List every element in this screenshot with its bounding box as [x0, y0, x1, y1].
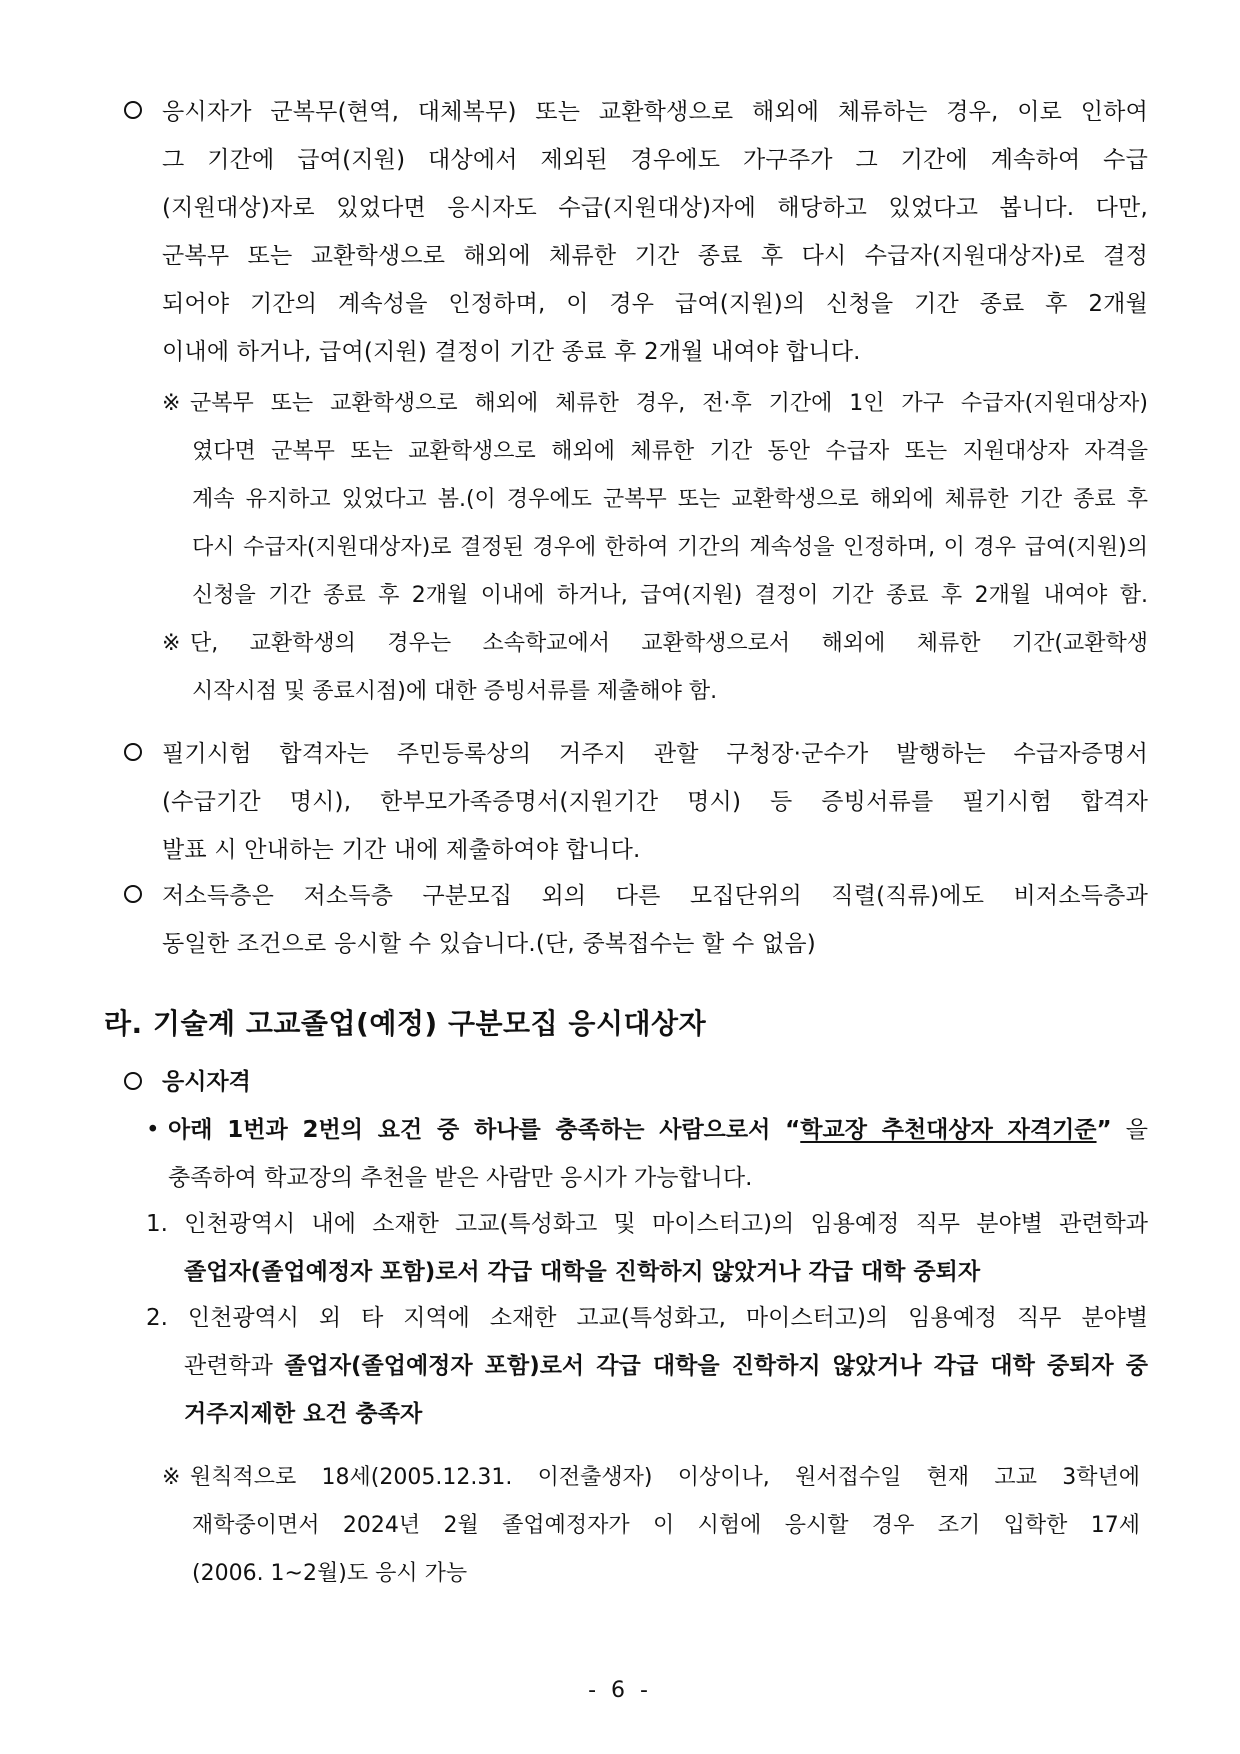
note-military-service [162, 380, 1148, 620]
text-line: 필기시험 합격자는 주민등록상의 거주지 관할 구청장·군수가 발행하는 수급자증명서 [162, 741, 1148, 767]
note-exchange-student [162, 620, 1148, 716]
requirement-line [146, 1342, 1148, 1390]
requirement-line-bold: 졸업자(졸업예정자 포함)로서 각급 대학을 진학하지 않았거나 각급 대학 중퇴자 [184, 1259, 981, 1285]
paragraph-low-income-eligibility [126, 872, 1148, 968]
note-line: 다시 수급자(지원대상자)로 결정된 경우에 한하여 기간의 계속성을 인정하며, 이 경우 급여(지원)의 [192, 535, 1148, 560]
text-line: 이내에 하거나, 급여(지원) 결정이 기간 종료 후 2개월 내여야 합니다. [162, 339, 861, 365]
text-line: 되어야 기간의 계속성을 인정하며, 이 경우 급여(지원)의 신청을 기간 종료 후 2개월 [162, 291, 1148, 317]
text-line: 발표 시 안내하는 기간 내에 제출하여야 합니다. [162, 837, 641, 863]
requirement-line: 1. 인천광역시 내에 소재한 고교(특성화고 및 마이스터고)의 임용예정 직무 분야별 관련학과 [146, 1211, 1148, 1237]
requirement-line-bold: 거주지제한 요건 충족자 [184, 1401, 423, 1427]
text-line: (수급기간 명시), 한부모가족증명서(지원기간 명시) 등 증빙서류를 필기시험 합격자 [162, 789, 1148, 815]
text-line: 동일한 조건으로 응시할 수 있습니다.(단, 중복접수는 할 수 없음) [162, 931, 816, 957]
closing-quote: ” [1096, 1117, 1112, 1143]
text-line: 그 기간에 급여(지원) 대상에서 제외된 경우에도 가구주가 그 기간에 계속하여 수급 [162, 147, 1148, 173]
recommendation-criteria-text: 학교장 추천대상자 자격기준 [800, 1117, 1097, 1143]
numbered-requirement-1 [146, 1200, 1148, 1296]
paragraph-certificate-submission [126, 730, 1148, 874]
note-line: 재학중이면서 2024년 2월 졸업예정자가 이 시험에 응시할 경우 조기 입학한 17세 [192, 1513, 1140, 1538]
section-heading: 라. 기술계 고교졸업(예정) 구분모집 응시대상자 [104, 1007, 707, 1040]
requirement-tail: 을 [1111, 1117, 1148, 1143]
eligibility-requirement [146, 1106, 1148, 1202]
text-line: (지원대상)자로 있었다면 응시자도 수급(지원대상)자에 해당하고 있었다고 봅니다. 다만, [162, 195, 1148, 221]
circle-bullet-icon [124, 743, 142, 761]
note-line: 원칙적으로 18세(2005.12.31. 이전출생자) 이상이나, 원서접수일 현재 고교 3학년에 [190, 1465, 1140, 1490]
requirement-bold-text: 아래 1번과 2번의 요건 중 하나를 충족하는 사람으로서 “ [168, 1117, 801, 1143]
dot-bullet-icon: • [146, 1117, 160, 1143]
paragraph-military-service [126, 88, 1148, 376]
requirement-line: 2. 인천광역시 외 타 지역에 소재한 고교(특성화고, 마이스터고)의 임용예정 직무 분야별 [146, 1305, 1148, 1331]
note-line: 계속 유지하고 있었다고 봄.(이 경우에도 군복무 또는 교환학생으로 해외에 체류한 기간 종료 후 [192, 487, 1148, 512]
note-line: 시작시점 및 종료시점)에 대한 증빙서류를 제출해야 함. [192, 679, 718, 704]
note-line: (2006. 1~2월)도 응시 가능 [192, 1561, 468, 1586]
circle-bullet-icon [124, 885, 142, 903]
circle-bullet-icon [124, 1072, 142, 1090]
note-line: 였다면 군복무 또는 교환학생으로 해외에 체류한 기간 동안 수급자 또는 지원대상자 자격을 [192, 439, 1148, 464]
reference-mark: ※ [162, 391, 181, 416]
note-age-requirement [162, 1454, 1148, 1598]
subheading-label: 응시자격 [162, 1069, 251, 1095]
note-line: 군복무 또는 교환학생으로 해외에 체류한 경우, 전·후 기간에 1인 가구 수급자(지원대상자) [190, 391, 1148, 416]
note-line: 단, 교환학생의 경우는 소속학교에서 교환학생으로서 해외에 체류한 기간(교환학생 [190, 631, 1148, 656]
requirement-bold-text: 졸업자(졸업예정자 포함)로서 각급 대학을 진학하지 않았거나 각급 대학 중퇴자 중 [284, 1353, 1148, 1379]
requirement-line: 충족하여 학교장의 추천을 받은 사람만 응시가 가능합니다. [168, 1165, 753, 1191]
requirement-line [146, 1106, 1148, 1154]
text-line: 응시자가 군복무(현역, 대체복무) 또는 교환학생으로 해외에 체류하는 경우, 이로 인하여 [162, 99, 1148, 125]
page-number: - 6 - [588, 1678, 652, 1703]
text-line: 군복무 또는 교환학생으로 해외에 체류한 기간 종료 후 다시 수급자(지원대상자)로 결정 [162, 243, 1148, 269]
numbered-requirement-2 [146, 1294, 1148, 1438]
circle-bullet-icon [124, 101, 142, 119]
reference-mark: ※ [162, 631, 181, 656]
subheading-eligibility [126, 1062, 251, 1102]
note-line: 신청을 기간 종료 후 2개월 이내에 하거나, 급여(지원) 결정이 기간 종료 후 2개월 내여야 함. [192, 583, 1148, 608]
reference-mark: ※ [162, 1465, 181, 1490]
text-line: 저소득층은 저소득층 구분모집 외의 다른 모집단위의 직렬(직류)에도 비저소득층과 [162, 883, 1148, 909]
requirement-plain-text: 관련학과 [184, 1353, 285, 1379]
